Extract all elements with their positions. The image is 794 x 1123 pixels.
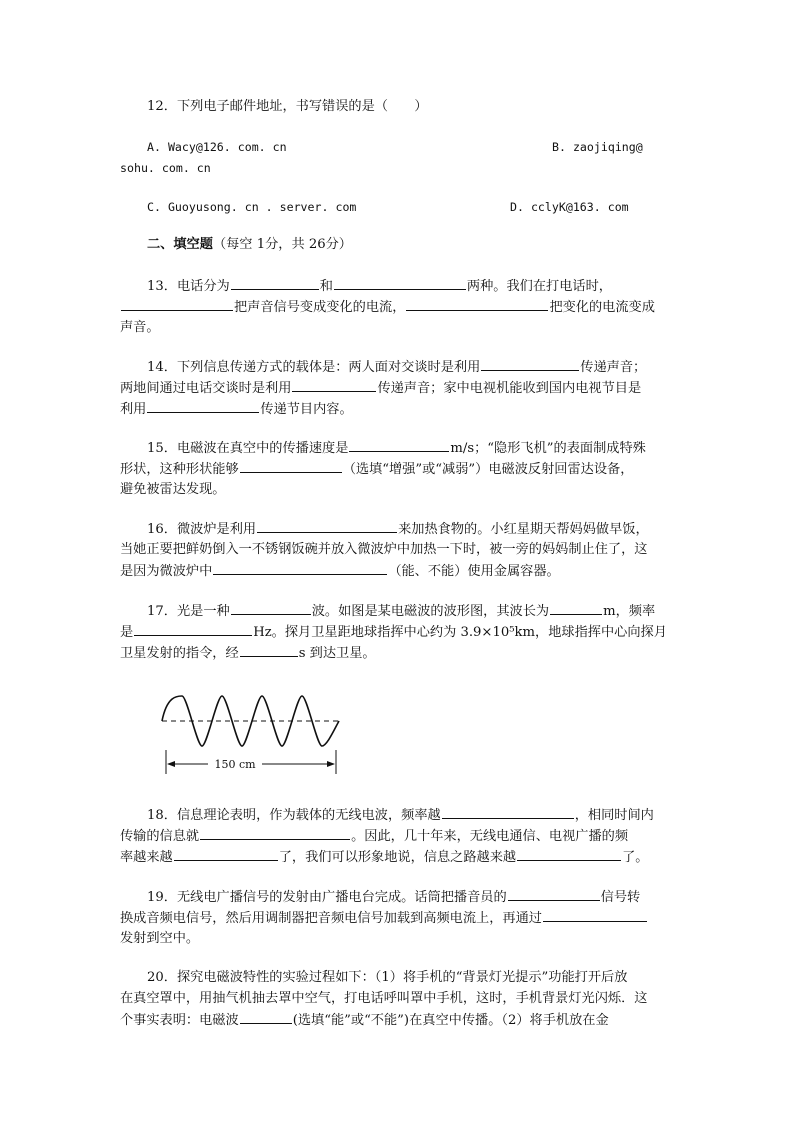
q15-line1	[147, 437, 646, 460]
q12-option-b: B. zaojiqing@	[552, 140, 643, 154]
answer-blank[interactable]	[200, 825, 350, 840]
q18-text: 了。	[622, 850, 649, 865]
q17-line3	[120, 642, 376, 665]
q18-line1	[147, 804, 654, 827]
answer-blank[interactable]	[349, 437, 449, 452]
q17-text: 17．光是一种	[147, 604, 230, 619]
q13-text: 把声音信号变成变化的电流，	[234, 300, 406, 315]
q13-text: 把变化的电流变成	[549, 300, 655, 315]
q19-line2	[120, 907, 648, 930]
answer-blank[interactable]	[240, 1009, 292, 1024]
answer-blank[interactable]	[240, 458, 342, 473]
q18-text: 传输的信息就	[120, 829, 200, 844]
q12-stem: 12．下列电子邮件地址，书写错误的是（ ）	[147, 99, 428, 114]
q13-line1	[147, 275, 612, 298]
arrow-right-icon	[327, 761, 335, 767]
q16-text: 是因为微波炉中	[120, 564, 213, 579]
q14-text: 14．下列信息传递方式的载体是：两人面对交谈时是利用	[147, 360, 481, 375]
answer-blank[interactable]	[517, 846, 621, 861]
answer-blank[interactable]	[543, 907, 647, 922]
q16-text: 来加热食物的。小红星期天帮妈妈做早饭，	[398, 522, 649, 537]
q13-line2	[120, 296, 655, 319]
answer-blank[interactable]	[334, 275, 466, 290]
wave-figure	[150, 688, 350, 780]
q14-text: 利用	[120, 402, 147, 417]
section-title: 二、填空题	[147, 237, 213, 252]
q20-line3	[120, 1009, 609, 1032]
q19-line3: 发射到空中。	[120, 931, 200, 946]
answer-blank[interactable]	[442, 804, 574, 819]
q20-text: (选填“能”或“不能”)在真空中传播。（2）将手机放在金	[292, 1013, 609, 1028]
q15-text: 形状，这种形状能够	[120, 462, 239, 477]
q19-text: 换成音频电信号，然后用调制器把音频电信号加载到高频电流上，再通过	[120, 911, 542, 926]
q17-line2	[120, 621, 667, 644]
answer-blank[interactable]	[257, 518, 397, 533]
q19-text: 19．无线电广播信号的发射由广播电台完成。话筒把播音员的	[147, 890, 507, 905]
answer-blank[interactable]	[406, 296, 548, 311]
q13-text: 两种。我们在打电话时，	[466, 279, 612, 294]
q14-line1	[147, 356, 646, 379]
answer-blank[interactable]	[147, 398, 259, 413]
answer-blank[interactable]	[231, 600, 311, 615]
q16-line3	[120, 560, 560, 583]
q14-text: 传递节目内容。	[260, 402, 353, 417]
q15-text: （选填“增强”或“减弱”）电磁波反射回雷达设备，	[342, 462, 634, 477]
q20-line2: 在真空罩中，用抽气机抽去罩中空气，打电话呼叫罩中手机，这时，手机背景灯光闪烁．这	[120, 991, 648, 1006]
q16-line1	[147, 518, 649, 541]
q18-text: 18．信息理论表明，作为载体的无线电波，频率越	[147, 808, 441, 823]
q16-line2: 当她正要把鲜奶倒入一不锈钢饭碗并放入微波炉中加热一下时，被一旁的妈妈制止住了，这	[120, 542, 648, 557]
q14-line3	[120, 398, 353, 421]
q13-text: 13．电话分为	[147, 279, 230, 294]
q12-option-c: C. Guoyusong. cn . server. com	[147, 200, 357, 214]
answer-blank[interactable]	[292, 377, 376, 392]
q12-option-a: A. Wacy@126. com. cn	[147, 140, 287, 154]
q17-text: 波。如图是某电磁波的波形图，其波长为	[311, 604, 550, 619]
q17-text: Hz。探月卫星距地球指挥中心约为 3.9×10⁵km，地球指挥中心向探月	[253, 625, 667, 640]
q18-text: 了，我们可以形象地说，信息之路越来越	[278, 850, 517, 865]
q16-text: 16．微波炉是利用	[147, 522, 257, 537]
q19-line1	[147, 886, 640, 909]
wave-curve	[162, 696, 339, 746]
answer-blank[interactable]	[481, 356, 579, 371]
answer-blank[interactable]	[550, 600, 602, 615]
q15-text: 15．电磁波在真空中的传播速度是	[147, 441, 349, 456]
q15-line2	[120, 458, 633, 481]
q16-text: （能、不能）使用金属容器。	[388, 564, 560, 579]
q17-text: 是	[120, 625, 134, 640]
q17-text: 卫星发射的指令，经	[120, 646, 239, 661]
section-heading	[147, 234, 352, 256]
q20-line1: 20．探究电磁波特性的实验过程如下：（1）将手机的“背景灯光提示”功能打开后放	[147, 970, 628, 985]
q18-text: 。因此，几十年来，无线电通信、电视广播的频	[351, 829, 629, 844]
answer-blank[interactable]	[508, 886, 600, 901]
q13-text: 和	[319, 279, 333, 294]
answer-blank[interactable]	[231, 275, 319, 290]
section-note: （每空 1分，共 26分）	[212, 237, 352, 252]
answer-blank[interactable]	[240, 642, 298, 657]
q17-text: m，频率	[603, 604, 656, 619]
q12-option-b-continued: sohu. com. cn	[120, 161, 211, 175]
q18-line2	[120, 825, 628, 848]
q13-line3: 声音。	[120, 320, 160, 335]
q15-line3: 避免被雷达发现。	[120, 482, 226, 497]
q17-text: s 到达卫星。	[298, 646, 376, 661]
q19-text: 信号转	[600, 890, 641, 905]
answer-blank[interactable]	[121, 296, 233, 311]
q17-line1	[147, 600, 655, 623]
q14-text: 两地间通过电话交谈时是利用	[120, 381, 292, 396]
wavelength-label: 150 cm	[214, 758, 256, 771]
q18-text: 率越来越	[120, 850, 173, 865]
q18-line3	[120, 846, 649, 869]
q18-text: ，相同时间内	[574, 808, 654, 823]
q15-text: m/s；“隐形飞机”的表面制成特殊	[450, 441, 646, 456]
answer-blank[interactable]	[174, 846, 278, 861]
answer-blank[interactable]	[213, 560, 387, 575]
q14-line2	[120, 377, 641, 400]
q14-text: 传递声音；	[580, 360, 647, 375]
q12-option-d: D. cclyK@163. com	[510, 200, 629, 214]
answer-blank[interactable]	[134, 621, 252, 636]
arrow-left-icon	[167, 761, 175, 767]
q20-text: 个事实表明：电磁波	[120, 1013, 239, 1028]
q14-text: 传递声音；家中电视机能收到国内电视节目是	[377, 381, 642, 396]
